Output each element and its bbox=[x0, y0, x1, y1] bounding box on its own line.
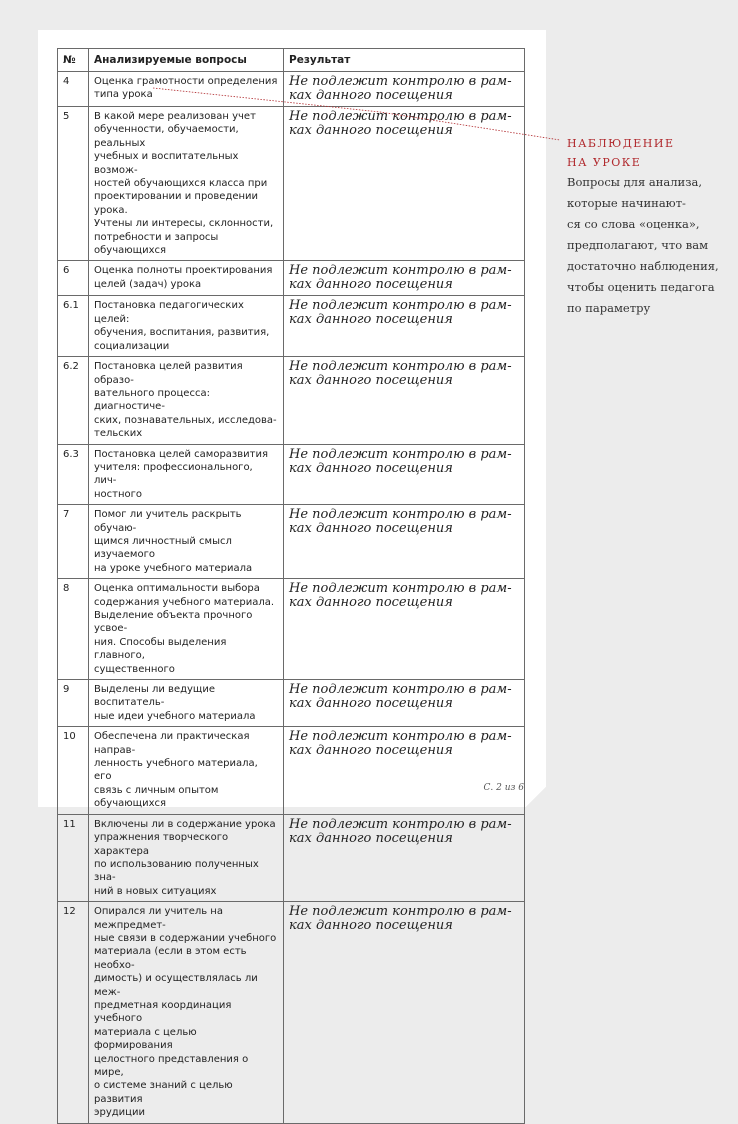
question-line: ния. Способы выделения главного, bbox=[94, 636, 227, 662]
row-result bbox=[284, 814, 525, 901]
table-row bbox=[58, 357, 525, 444]
question-line: Опирался ли учитель на межпредмет- bbox=[94, 906, 223, 931]
question-line: предметная координация учебного bbox=[94, 999, 232, 1025]
result-line: Не подлежит контролю в рам- bbox=[289, 729, 512, 745]
question-line: Учтены ли интересы, склонности, bbox=[94, 218, 274, 230]
question-line: Выделены ли ведущие воспитатель- bbox=[94, 684, 215, 709]
question-line: обученности, обучаемости, реальных bbox=[94, 124, 239, 149]
result-line: Не подлежит контролю в рам- bbox=[289, 74, 512, 89]
table-body bbox=[58, 72, 525, 1124]
table-row bbox=[58, 72, 525, 107]
question-line: существенного bbox=[94, 663, 175, 675]
question-line: материала с целью формирования bbox=[94, 1026, 197, 1052]
question-line: Обеспечена ли практическая направ- bbox=[94, 731, 250, 756]
table-row bbox=[58, 902, 525, 1124]
question-line: В какой мере реализован учет bbox=[94, 111, 256, 122]
result-line: ках данного посещения bbox=[289, 743, 453, 759]
row-question bbox=[89, 814, 284, 901]
annotation-title-line: НАБЛЮДЕНИЕ bbox=[567, 137, 675, 150]
question-line: щимся личностный смысл изучаемого bbox=[94, 535, 232, 561]
row-result bbox=[284, 727, 525, 814]
question-line: целей (задач) урока bbox=[94, 278, 202, 290]
result-line: Не подлежит контролю в рам- bbox=[289, 904, 512, 920]
result-line: Не подлежит контролю в рам- bbox=[289, 359, 512, 375]
row-number: 8 bbox=[58, 579, 89, 680]
question-line: Оценка грамотности определения bbox=[94, 76, 278, 87]
row-question bbox=[89, 902, 284, 1124]
row-question bbox=[89, 505, 284, 579]
result-line: ках данного посещения bbox=[289, 460, 453, 476]
question-line: потребности и запросы обучающихся bbox=[94, 231, 219, 257]
question-line: ских, познавательных, исследова- bbox=[94, 414, 277, 426]
result-line: Не подлежит контролю в рам- bbox=[289, 298, 512, 314]
result-line: ках данного посещения bbox=[289, 88, 453, 103]
annotation-body-line: Вопросы для анализа, bbox=[567, 175, 703, 189]
row-number: 7 bbox=[58, 505, 89, 579]
page-number: С. 2 из 6 bbox=[483, 783, 524, 793]
question-line: ностей обучающихся класса при bbox=[94, 178, 268, 190]
annotation-body-line: по параметру bbox=[567, 301, 651, 315]
document-page bbox=[38, 30, 546, 1119]
row-question bbox=[89, 579, 284, 680]
question-line: целостного представления о мире, bbox=[94, 1053, 249, 1078]
result-line: ках данного посещения bbox=[289, 521, 453, 537]
row-question bbox=[89, 727, 284, 814]
row-number: 6.3 bbox=[58, 444, 89, 505]
row-result bbox=[284, 444, 525, 505]
table-row bbox=[58, 261, 525, 296]
result-line: Не подлежит контролю в рам- bbox=[289, 581, 512, 597]
result-line: ках данного посещения bbox=[289, 373, 453, 389]
row-number: 9 bbox=[58, 680, 89, 727]
annotation-title bbox=[567, 134, 738, 172]
table-row bbox=[58, 579, 525, 680]
row-question bbox=[89, 296, 284, 357]
question-line: Постановка целей саморазвития bbox=[94, 448, 268, 460]
row-question bbox=[89, 107, 284, 261]
question-line: связь с личным опытом обучающихся bbox=[94, 784, 219, 810]
row-result bbox=[284, 261, 525, 296]
question-line: учебных и воспитательных возмож- bbox=[94, 151, 239, 176]
table-row bbox=[58, 814, 525, 901]
result-line: ках данного посещения bbox=[289, 830, 453, 846]
result-line: ках данного посещения bbox=[289, 123, 453, 138]
question-line: Помог ли учитель раскрыть обучаю- bbox=[94, 509, 242, 534]
row-number: 5 bbox=[58, 107, 89, 261]
question-line: димость) и осуществлялась ли меж- bbox=[94, 973, 258, 998]
question-line: на уроке учебного материала bbox=[94, 562, 253, 574]
question-line: вательного процесса: диагностиче- bbox=[94, 387, 210, 413]
question-line: социализации bbox=[94, 340, 170, 352]
row-question bbox=[89, 680, 284, 727]
row-number: 4 bbox=[58, 72, 89, 107]
row-result bbox=[284, 72, 525, 107]
row-number: 10 bbox=[58, 727, 89, 814]
table-header-row bbox=[58, 49, 525, 72]
row-result bbox=[284, 357, 525, 444]
annotation-body-line: предполагают, что вам bbox=[567, 238, 709, 252]
question-line: содержания учебного материала. bbox=[94, 596, 275, 608]
result-line: ках данного посещения bbox=[289, 595, 453, 611]
question-line: Включены ли в содержание урока bbox=[94, 818, 276, 830]
row-result bbox=[284, 505, 525, 579]
question-line: материала (если в этом есть необхо- bbox=[94, 946, 247, 971]
header-question: Анализируемые вопросы bbox=[89, 49, 284, 72]
row-result bbox=[284, 107, 525, 261]
annotation-body bbox=[567, 172, 738, 319]
question-line: упражнения творческого характера bbox=[94, 832, 229, 857]
result-line: Не подлежит контролю в рам- bbox=[289, 446, 512, 462]
result-line: Не подлежит контролю в рам- bbox=[289, 682, 512, 698]
result-line: ках данного посещения bbox=[289, 277, 453, 293]
row-number: 11 bbox=[58, 814, 89, 901]
table-row bbox=[58, 296, 525, 357]
row-result bbox=[284, 902, 525, 1124]
question-line: по использованию полученных зна- bbox=[94, 858, 259, 884]
result-line: Не подлежит контролю в рам- bbox=[289, 507, 512, 523]
question-line: типа урока bbox=[94, 89, 153, 101]
question-line: обучения, воспитания, развития, bbox=[94, 327, 270, 339]
row-question bbox=[89, 444, 284, 505]
question-line: Выделение объекта прочного усвое- bbox=[94, 610, 253, 635]
question-line: ностного bbox=[94, 488, 143, 500]
question-line: ные идеи учебного материала bbox=[94, 710, 256, 722]
question-line: ний в новых ситуациях bbox=[94, 885, 217, 897]
question-line: Постановка педагогических целей: bbox=[94, 300, 244, 325]
table-row bbox=[58, 505, 525, 579]
row-question bbox=[89, 72, 284, 107]
page-corner-fold bbox=[526, 787, 546, 807]
question-line: проектировании и проведении урока. bbox=[94, 191, 259, 216]
annotation-body-line: которые начинают- bbox=[567, 196, 686, 210]
table-row bbox=[58, 727, 525, 814]
table-row bbox=[58, 680, 525, 727]
row-number: 6.2 bbox=[58, 357, 89, 444]
question-line: учителя: профессионального, лич- bbox=[94, 461, 253, 487]
annotation-body-line: чтобы оценить педагога bbox=[567, 280, 715, 294]
row-result bbox=[284, 296, 525, 357]
header-number: № bbox=[58, 49, 89, 72]
table-row bbox=[58, 444, 525, 505]
row-result bbox=[284, 579, 525, 680]
table-row bbox=[58, 107, 525, 261]
row-number: 6.1 bbox=[58, 296, 89, 357]
question-line: ные связи в содержании учебного bbox=[94, 932, 277, 944]
question-line: ленность учебного материала, его bbox=[94, 758, 258, 783]
lesson-analysis-table bbox=[57, 48, 525, 1124]
row-result bbox=[284, 680, 525, 727]
annotation-sidebar bbox=[567, 134, 738, 319]
annotation-body-line: достаточно наблюдения, bbox=[567, 259, 719, 273]
annotation-body-line: ся со слова «оценка», bbox=[567, 217, 700, 231]
result-line: Не подлежит контролю в рам- bbox=[289, 109, 512, 124]
annotation-title-line: НА УРОКЕ bbox=[567, 156, 642, 169]
question-line: эрудиции bbox=[94, 1107, 145, 1119]
question-line: Оценка оптимальности выбора bbox=[94, 583, 260, 595]
question-line: Постановка целей развития образо- bbox=[94, 361, 243, 386]
header-result: Результат bbox=[284, 49, 525, 72]
result-line: Не подлежит контролю в рам- bbox=[289, 263, 512, 279]
question-line: о системе знаний с целью развития bbox=[94, 1080, 233, 1105]
row-number: 6 bbox=[58, 261, 89, 296]
row-question bbox=[89, 261, 284, 296]
result-line: ках данного посещения bbox=[289, 918, 453, 934]
row-question bbox=[89, 357, 284, 444]
result-line: ках данного посещения bbox=[289, 312, 453, 328]
question-line: Оценка полноты проектирования bbox=[94, 265, 273, 277]
result-line: ках данного посещения bbox=[289, 696, 453, 712]
question-line: тельских bbox=[94, 428, 143, 440]
row-number: 12 bbox=[58, 902, 89, 1124]
result-line: Не подлежит контролю в рам- bbox=[289, 816, 512, 832]
